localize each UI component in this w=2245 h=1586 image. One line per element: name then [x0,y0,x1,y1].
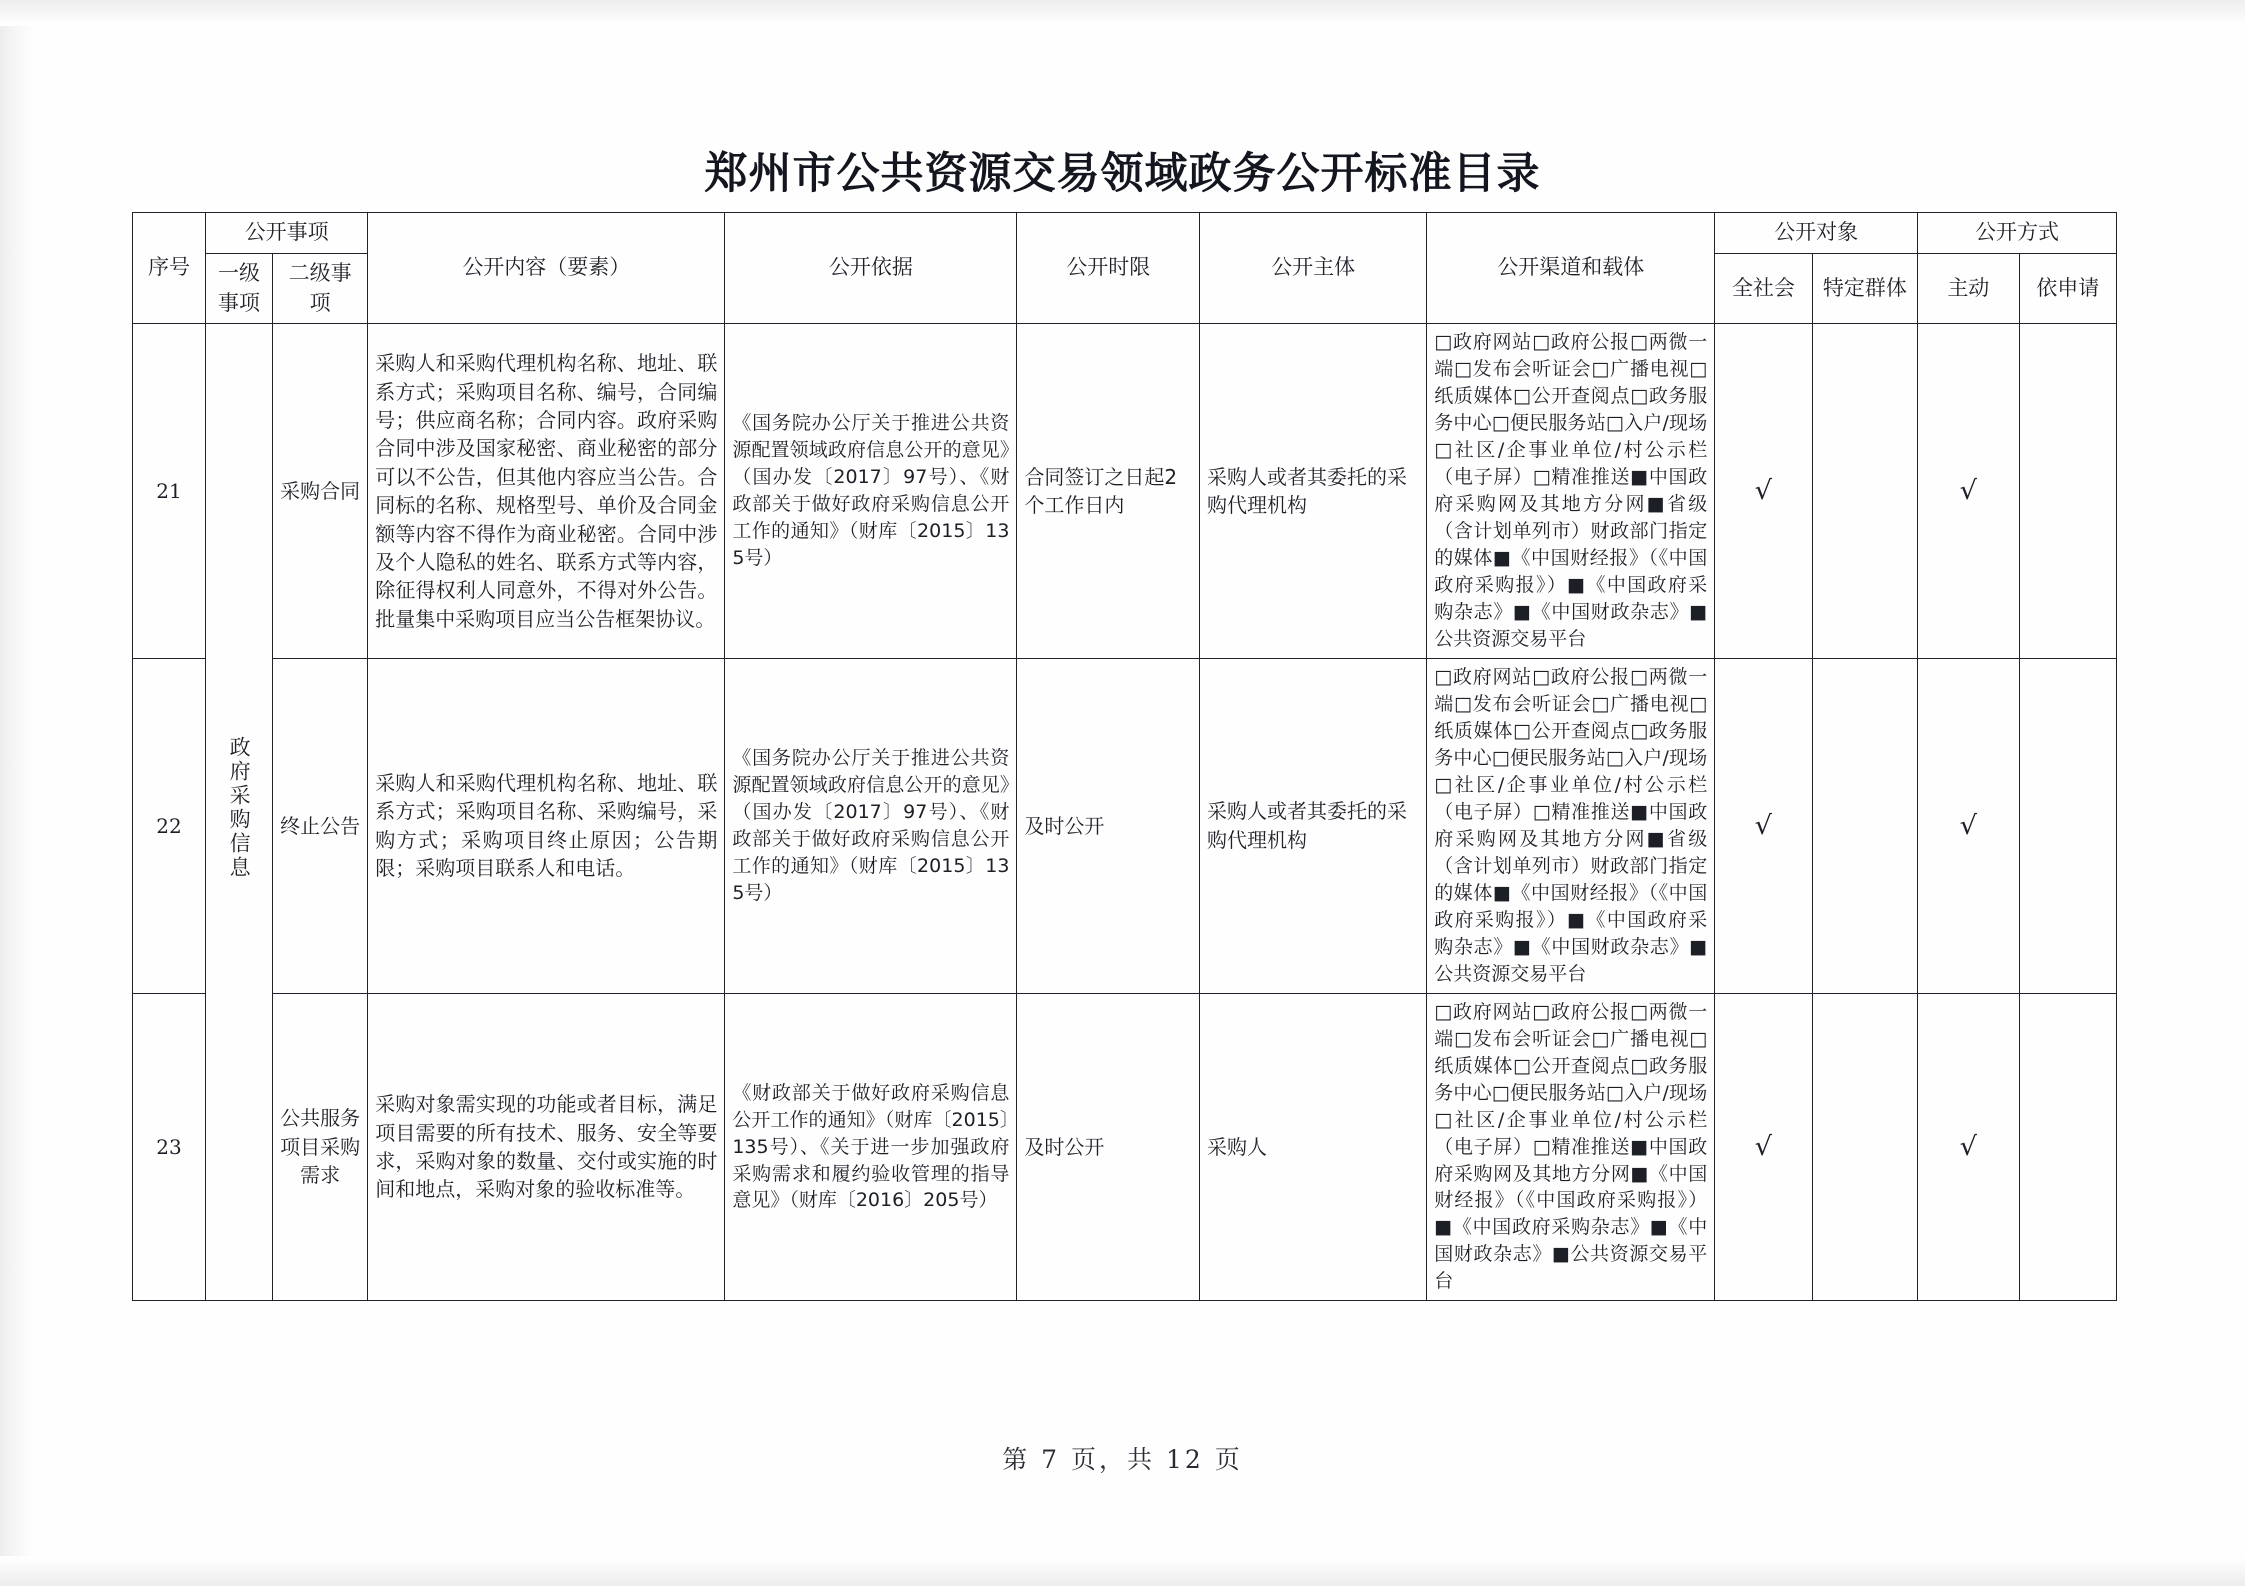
cell-basis: 《国务院办公厅关于推进公共资源配置领域政府信息公开的意见》（国办发〔2017〕97号）、《财政部关于做好政府采购信息公开工作的通知》（财库〔2015〕135号） [725,324,1017,659]
cell-audience-all [1715,659,1812,994]
cell-method-on-request [2019,324,2116,659]
table-row [133,659,2117,994]
page-footer: 第 7 页，共 12 页 [1002,1445,1243,1474]
cell-method-active [1918,659,2019,994]
check-icon: √ [1959,810,1978,841]
check-icon: √ [1754,810,1773,841]
cell-time-limit: 及时公开 [1017,993,1200,1301]
cell-channel: □政府网站□政府公报□两微一端□发布会听证会□广播电视□纸质媒体□公开查阅点□政务服务中心□便民服务站□入户/现场□社区/企事业单位/村公示栏（电子屏）□精准推送■中国政府采购网及其地方分网■《中国财经报》（《中国政府采购报》）■《中国政府采购杂志》■《中国财政杂志》■公共资源交易平台 [1427,993,1715,1301]
header-channel: 公开渠道和载体 [1427,213,1715,324]
header-time-limit: 公开时限 [1017,213,1200,324]
cell-time-limit: 合同签订之日起2个工作日内 [1017,324,1200,659]
header-method-active: 主动 [1918,253,2019,324]
cell-method-on-request [2019,659,2116,994]
table-row [133,324,2117,659]
cell-time-limit: 及时公开 [1017,659,1200,994]
cell-basis: 《国务院办公厅关于推进公共资源配置领域政府信息公开的意见》（国办发〔2017〕97号）、《财政部关于做好政府采购信息公开工作的通知》（财库〔2015〕135号） [725,659,1017,994]
cell-audience-all [1715,993,1812,1301]
cell-method-active [1918,324,2019,659]
cell-channel: □政府网站□政府公报□两微一端□发布会听证会□广播电视□纸质媒体□公开查阅点□政务服务中心□便民服务站□入户/现场□社区/企事业单位/村公示栏（电子屏）□精准推送■中国政府采购网及其地方分网■省级（含计划单列市）财政部门指定的媒体■《中国财经报》（《中国政府采购报》）■《中国政府采购杂志》■《中国财政杂志》■公共资源交易平台 [1427,324,1715,659]
header-matter-group: 公开事项 [206,213,368,254]
cell-level2: 公共服务项目采购需求 [272,993,367,1301]
cell-channel: □政府网站□政府公报□两微一端□发布会听证会□广播电视□纸质媒体□公开查阅点□政务服务中心□便民服务站□入户/现场□社区/企事业单位/村公示栏（电子屏）□精准推送■中国政府采购网及其地方分网■省级（含计划单列市）财政部门指定的媒体■《中国财经报》（《中国政府采购报》）■《中国政府采购杂志》■《中国财政杂志》■公共资源交易平台 [1427,659,1715,994]
cell-audience-specific [1812,659,1917,994]
cell-audience-all [1715,324,1812,659]
cell-method-active [1918,993,2019,1301]
header-audience-specific: 特定群体 [1812,253,1917,324]
cell-seq: 22 [133,659,206,994]
check-icon: √ [1959,1131,1978,1162]
check-icon: √ [1754,1131,1773,1162]
scan-edge-top [0,0,2245,26]
standard-catalog-table [132,212,2117,1301]
header-seq: 序号 [133,213,206,324]
cell-level2: 采购合同 [272,324,367,659]
cell-subject: 采购人或者其委托的采购代理机构 [1200,659,1427,994]
header-subject: 公开主体 [1200,213,1427,324]
header-audience-all: 全社会 [1715,253,1812,324]
header-level2: 二级事项 [272,253,367,324]
header-content: 公开内容（要素） [368,213,725,324]
scan-edge-bottom [0,1556,2245,1586]
header-method-on-request: 依申请 [2019,253,2116,324]
cell-seq: 21 [133,324,206,659]
header-audience-group: 公开对象 [1715,213,1918,254]
scan-edge-left [0,0,38,1586]
level1-category-label: 政府采购信息 [227,735,252,880]
header-method-group: 公开方式 [1918,213,2117,254]
header-level1: 一级事项 [206,253,273,324]
cell-content: 采购人和采购代理机构名称、地址、联系方式；采购项目名称、采购编号，采购方式；采购项目终止原因；公告期限；采购项目联系人和电话。 [368,659,725,994]
table-row [133,993,2117,1301]
cell-audience-specific [1812,324,1917,659]
check-icon: √ [1754,476,1773,507]
header-basis: 公开依据 [725,213,1017,324]
cell-seq: 23 [133,993,206,1301]
table-header-row-top [133,213,2117,254]
cell-method-on-request [2019,993,2116,1301]
cell-audience-specific [1812,993,1917,1301]
cell-content: 采购对象需实现的功能或者目标，满足项目需要的所有技术、服务、安全等要求，采购对象的数量、交付或实施的时间和地点，采购对象的验收标准等。 [368,993,725,1301]
cell-subject: 采购人或者其委托的采购代理机构 [1200,324,1427,659]
cell-level2: 终止公告 [272,659,367,994]
cell-level1-category [206,324,273,1301]
cell-subject: 采购人 [1200,993,1427,1301]
cell-basis: 《财政部关于做好政府采购信息公开工作的通知》（财库〔2015〕135号）、《关于进一步加强政府采购需求和履约验收管理的指导意见》（财库〔2016〕205号） [725,993,1017,1301]
cell-content: 采购人和采购代理机构名称、地址、联系方式；采购项目名称、编号，合同编号；供应商名称；合同内容。政府采购合同中涉及国家秘密、商业秘密的部分可以不公告，但其他内容应当公告。合同标的名称、规格型号、单价及合同金额等内容不得作为商业秘密。合同中涉及个人隐私的姓名、联系方式等内容，除征得权利人同意外，不得对外公告。批量集中采购项目应当公告框架协议。 [368,324,725,659]
check-icon: √ [1959,476,1978,507]
page-title: 郑州市公共资源交易领域政务公开标准目录 [704,149,1541,199]
